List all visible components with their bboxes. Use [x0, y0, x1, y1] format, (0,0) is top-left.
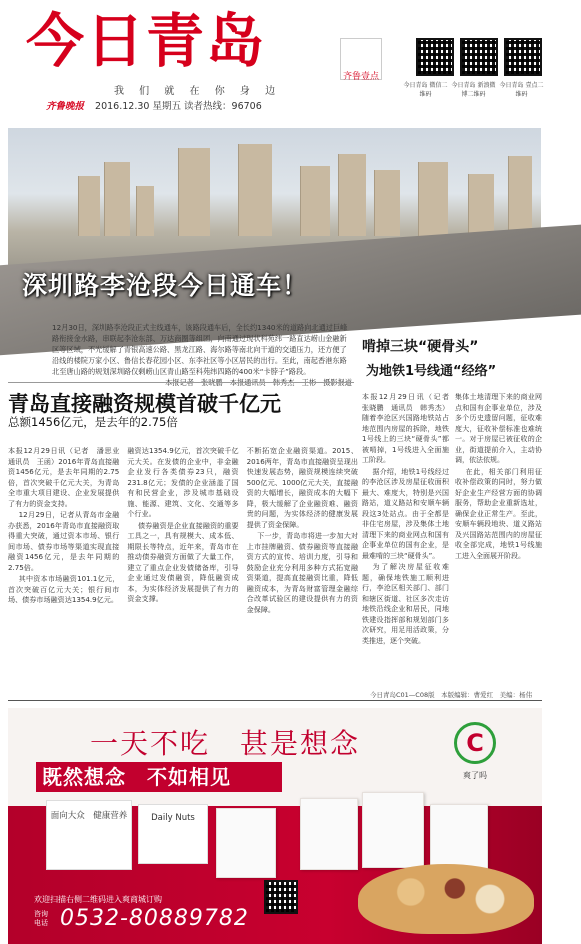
- paragraph: 融资达1354.9亿元，首次突破千亿元大关。在发债的企业中，非金融企业发行各类债券23只，融资231.8亿元；发债的企业涵盖了国有和民营企业，涉及城市基础设施、能源、建筑、文化、交通等多个行业。: [127, 446, 239, 518]
- paragraph: 为了解决房屋征收难题，确保地铁施工顺利进行，李沧区相关部门、部门和辖区街道、社区多次走访地铁沿线企业和居民，同地铁建设指挥部和规划部门多次研究，用足用活政策，分类推进，逐个突破。: [362, 563, 449, 645]
- ad-slogan: 一天不吃 甚是想念: [90, 727, 361, 760]
- qilu-app-icon[interactable]: [340, 38, 382, 80]
- side-story-body: [362, 392, 542, 692]
- page-footer-note: 今日青岛C01—C08版 本版编辑：曹爱红 美编：杨伟: [370, 691, 533, 699]
- qr-label: 今日青岛 微信二维码: [403, 82, 448, 98]
- ad-scan-text: 欢迎扫描右侧二维码进入爽商城订购: [34, 895, 162, 904]
- product-bag: [362, 792, 424, 868]
- caption-text: 12月30日，深圳路李沧段正式主线通车，该路段通车后，全长约1340米的道路向北通过巨峰路衔接金水路，串联起李沧东部、万达商圈等组团，向南通过现状科苑纬一路直达崂山金融新区等区域，不光缓解了青银高速公路、黑龙江路、海尔路等南北向干道的交通压力，还方便了沿线的楼院万家小区、鲁信长春花园小区、东李社区等小区居民的出行。至此，南起香港东路北至唐山路的规划深圳路仅剩崂山区青山路至科苑纬四路的400米“卡脖子”路段。: [52, 323, 348, 376]
- newspaper-logo: 今日青岛: [26, 7, 267, 75]
- qr-code-icon[interactable]: [504, 38, 542, 76]
- paragraph: 本报12月29日讯（记者 潘思业 通讯员 王函）2016年青岛直接融资1456亿元，是去年同期的2.75倍，首次突破千亿元大关，为青岛全市重大项目建设、企业发展提供了有力的资金支持。: [8, 446, 127, 508]
- qr-code-icon[interactable]: [416, 38, 454, 76]
- masthead: [0, 0, 550, 118]
- photo-building: [78, 176, 100, 236]
- issue-weekday: 星期五: [152, 101, 181, 112]
- paragraph: 集体土地清理下来的商业网点和国有企事业单位，涉及多个历史遗留问题，征收难度大，征收补偿标准也难统一。对于房屋已被征收的企业，街道提前介入，主动协调，依法依规。: [455, 393, 542, 464]
- main-story-body: [8, 446, 358, 696]
- photo-building: [238, 144, 272, 236]
- photo-building: [468, 174, 494, 236]
- paragraph: 其中资本市场融资101.1亿元，首次突破百亿元大关；银行间市场、债券市场融资达1354.9亿元。: [8, 574, 120, 604]
- paragraph: 债券融资是企业直接融资的重要工具之一，具有规模大、成本低、期限长等特点，近年来，青岛市在推动债券融资方面做了大量工作，建立了重点企业发债储备库，引导企业通过发债融资，降低融资成本，为实体经济发展提供了有力的资金支撑。: [127, 520, 239, 603]
- dateline: [46, 98, 262, 112]
- qr-labels: [403, 80, 544, 98]
- advertisement[interactable]: [0, 708, 550, 944]
- photo-building: [104, 162, 130, 236]
- text-column: [455, 392, 542, 692]
- ad-phone-label: 咨询电话: [34, 910, 48, 927]
- side-story-headline: [362, 336, 542, 379]
- text-column: [8, 446, 127, 696]
- ad-slogan-banner: 既然想念 不如相见: [36, 762, 282, 792]
- product-bag: [300, 798, 358, 870]
- paragraph: 12月29日，记者从青岛市金融办获悉，2016年青岛市直接融资取得重大突破，通过资本市场、银行间市场、债券市场等渠道实现直接融资1456亿元，是去年同期的2.75倍。: [8, 510, 120, 572]
- product-bag: [216, 808, 276, 878]
- reader-hotline: 读者热线：96706: [184, 101, 262, 112]
- photo-building: [508, 156, 532, 236]
- brand-logo-icon: C: [454, 722, 496, 764]
- paragraph: 不断拓宽企业融资渠道。2015、2016两年，青岛市直接融资呈现出快速发展态势，融资规模连续突破500亿元、1000亿元大关，直接融资的大幅增长，融资成本的大幅下降，极大缓解了企业融资难、融资贵的问题，为实体经济的健康发展提供了资金保障。: [246, 446, 358, 529]
- lead-photo: [8, 128, 541, 316]
- main-headline: 青岛直接融资规模首破千亿元: [8, 392, 281, 416]
- photo-building: [178, 148, 210, 236]
- photo-building: [418, 162, 448, 236]
- text-column: [362, 392, 456, 692]
- nut-bowl: [358, 864, 534, 934]
- side-title-line1: 啃掉三块“硬骨头”: [362, 339, 479, 355]
- brand-name: 爽了吗: [463, 771, 487, 780]
- text-column: [247, 446, 358, 696]
- paper-name: 齐鲁晚报: [46, 101, 85, 112]
- paragraph: 本报12月29日讯（记者 张晓鹏 通讯员 韩秀杰）随着李沧区兴国路地铁站占地范围内房屋的拆除，地铁1号线上的三块“硬骨头”都被啃掉，1号线进入全面施工阶段。: [362, 393, 456, 464]
- qr-code-icon[interactable]: [460, 38, 498, 76]
- text-column: [127, 446, 238, 696]
- paragraph: 下一步，青岛市将进一步加大对上市挂牌融资、债券融资等直接融资方式的宣传、培训力度，引导和鼓励企业充分利用多种方式拓宽融资渠道，提高直接融资比重，降低融资成本，为青岛财富管理金融综合改革试验区的建设提供有力的资金保障。: [246, 531, 358, 614]
- photo-caption: [52, 322, 352, 388]
- photo-building: [338, 154, 366, 236]
- ad-phone-number[interactable]: 0532-80889782: [60, 906, 249, 931]
- qr-codes: [416, 38, 542, 76]
- paragraph: 在此，相关部门利用征收补偿政策的同时，努力做好企业生产经营方面的协调服务，帮助企业重新选址，确保企业正常生产。至此，安顺车辆段地块、道义路站及兴国路站范围内的房屋征收全部完成，地铁1号线施工进入全面展开阶段。: [455, 467, 542, 560]
- main-subhead: 总额1456亿元，是去年的2.75倍: [8, 415, 178, 429]
- divider: [8, 382, 354, 383]
- divider: [8, 700, 542, 701]
- qr-label: 今日青岛 新浪微博二维码: [451, 82, 496, 98]
- photo-building: [136, 186, 154, 236]
- product-box: 面向大众 健康营养: [46, 800, 132, 870]
- qr-label: 今日青岛 壹点二维码: [499, 82, 544, 98]
- photo-building: [300, 166, 330, 236]
- side-title-line2: 为地铁1号线通“经络”: [366, 364, 497, 379]
- slogan: 我 们 就 在 你 身 边: [114, 86, 282, 97]
- photo-building: [374, 170, 400, 236]
- photo-title: 深圳路李沧段今日通车！: [22, 271, 309, 300]
- qr-code-icon[interactable]: [264, 880, 298, 914]
- paragraph: 据介绍，地铁1号线经过的李沧区涉及房屋征收面积最大、难度大，特别是兴国路站，道义路站和安顺车辆段这3处站点。由于全都是非住宅房屋，涉及集体土地清理下来的商业网点和国有企事业单位的国有企业，是最难啃的三块“硬骨头”。: [362, 467, 449, 560]
- product-box: Daily Nuts: [138, 804, 208, 864]
- qilu-label: 齐鲁壹点: [342, 72, 379, 82]
- issue-date: 2016.12.30: [95, 101, 150, 112]
